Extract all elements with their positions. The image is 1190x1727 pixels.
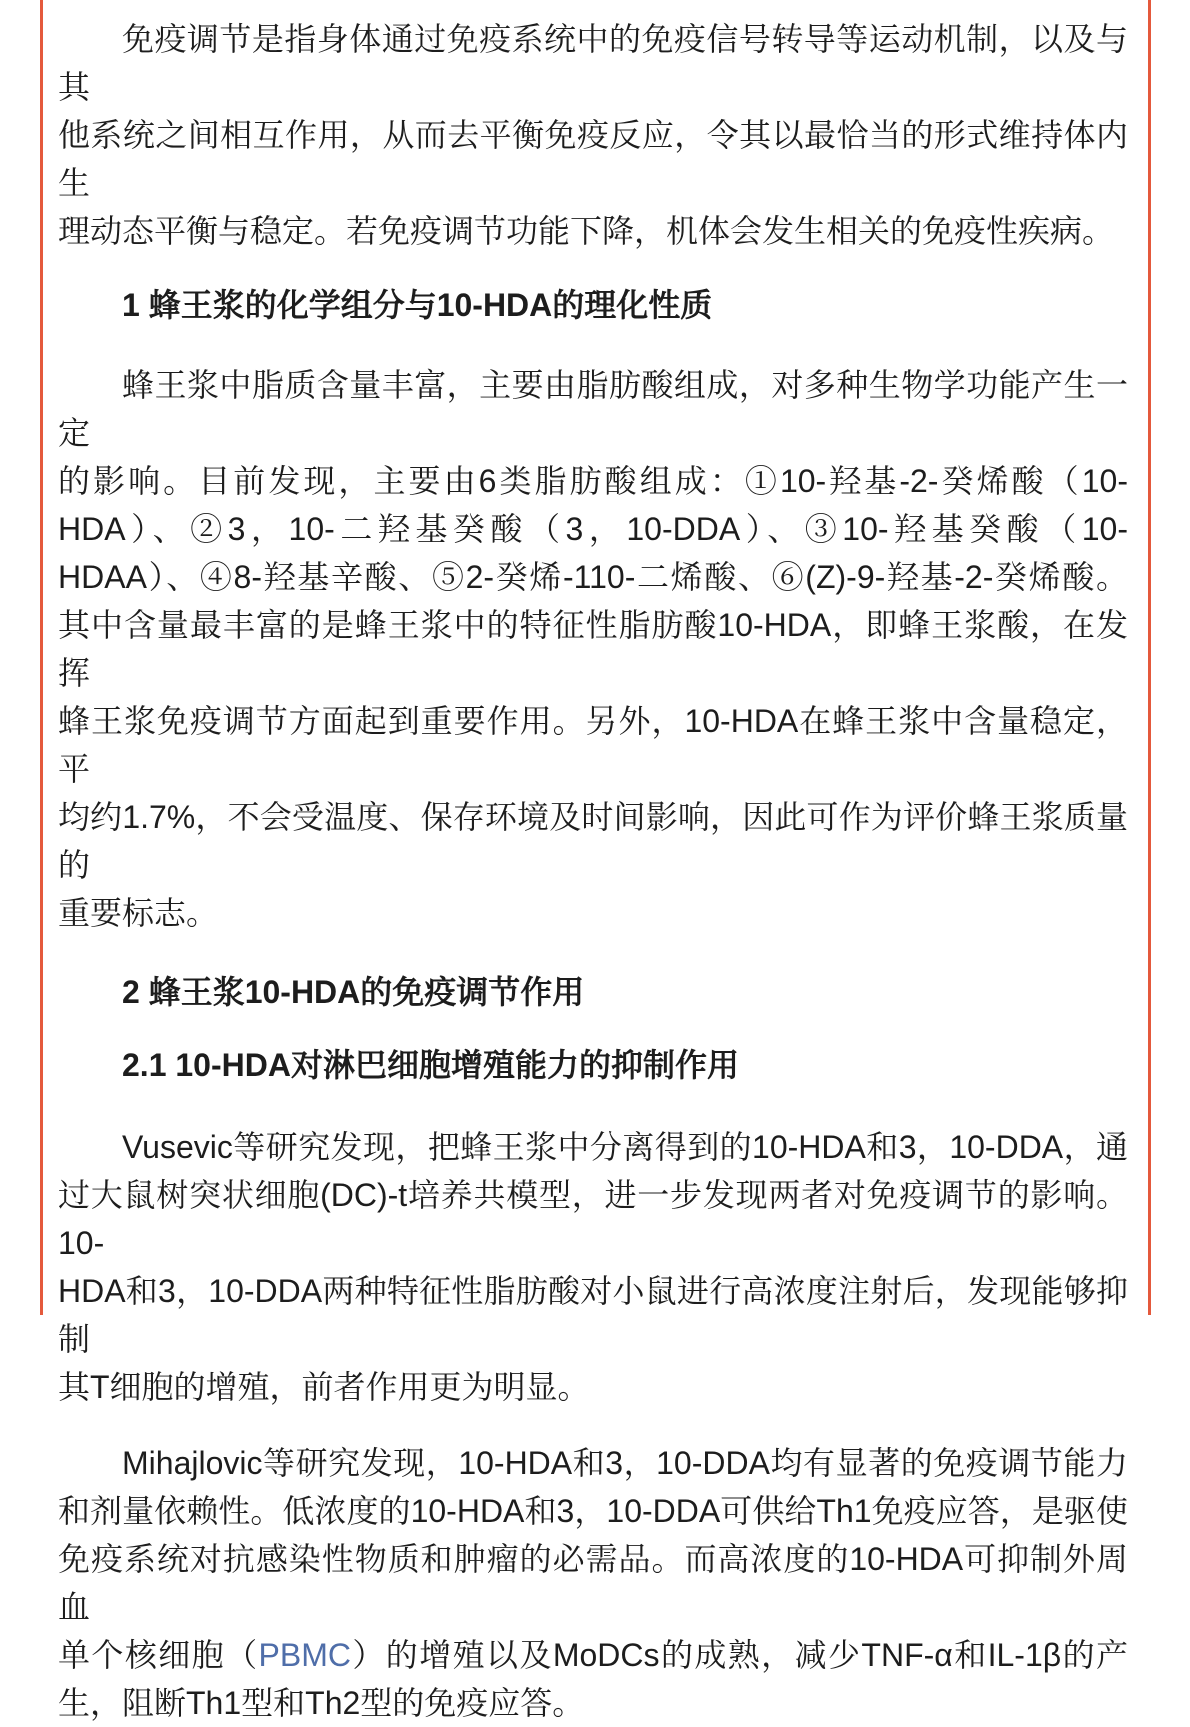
text-line: 蜂王浆免疫调节方面起到重要作用。另外，10-HDA在蜂王浆中含量稳定，平 — [58, 703, 1128, 787]
paragraph-chemical-composition — [58, 361, 1128, 937]
text-line: 生，阻断Th1型和Th2型的免疫应答。 — [58, 1685, 585, 1721]
section-heading-2-1: 2.1 10-HDA对淋巴细胞增殖能力的抑制作用 — [122, 1047, 739, 1083]
text-line: Mihajlovic等研究发现，10-HDA和3，10-DDA均有显著的免疫调节能力 — [122, 1445, 1128, 1481]
text-line: 其中含量最丰富的是蜂王浆中的特征性脂肪酸10-HDA，即蜂王浆酸，在发挥 — [58, 607, 1128, 691]
text-line: 的影响。目前发现，主要由6类脂肪酸组成：①10-羟基-2-癸烯酸（10- — [58, 463, 1128, 499]
text-line: 过大鼠树突状细胞(DC)-t培养共模型，进一步发现两者对免疫调节的影响。10- — [58, 1177, 1128, 1261]
section-heading-1: 1 蜂王浆的化学组分与10-HDA的理化性质 — [122, 287, 713, 323]
text-line: 他系统之间相互作用，从而去平衡免疫反应，令其以最恰当的形式维持体内生 — [58, 117, 1128, 201]
paragraph-mihajlovic-study — [58, 1439, 1128, 1727]
text-line: HDA和3，10-DDA两种特征性脂肪酸对小鼠进行高浓度注射后，发现能够抑制 — [58, 1273, 1128, 1357]
text-line: 重要标志。 — [58, 895, 219, 931]
text-line: 免疫调节是指身体通过免疫系统中的免疫信号转导等运动机制，以及与其 — [58, 21, 1128, 105]
text-line — [58, 1631, 1128, 1679]
paragraph-immune-regulation-intro — [58, 15, 1128, 255]
text-line: 理动态平衡与稳定。若免疫调节功能下降，机体会发生相关的免疫性疾病。 — [58, 213, 1115, 249]
text-segment: ）的增殖以及MoDCs的成熟，减少TNF-α和IL-1β的产 — [350, 1637, 1128, 1673]
text-line: 蜂王浆中脂质含量丰富，主要由脂肪酸组成，对多种生物学功能产生一定 — [58, 367, 1128, 451]
section-heading-2: 2 蜂王浆10-HDA的免疫调节作用 — [122, 974, 585, 1010]
article-body — [58, 0, 1128, 1727]
text-line: 免疫系统对抗感染性物质和肿瘤的必需品。而高浓度的10-HDA可抑制外周血 — [58, 1541, 1128, 1625]
right-accent-rule — [1148, 0, 1151, 1315]
text-line: HDA）、②3，10-二羟基癸酸（3，10-DDA）、③10-羟基癸酸（10- — [58, 511, 1128, 547]
text-line: 其T细胞的增殖，前者作用更为明显。 — [58, 1369, 590, 1405]
paragraph-vusevic-study — [58, 1123, 1128, 1411]
text-line: 和剂量依赖性。低浓度的10-HDA和3，10-DDA可供给Th1免疫应答，是驱使 — [58, 1493, 1128, 1529]
text-line: 均约1.7%，不会受温度、保存环境及时间影响，因此可作为评价蜂王浆质量的 — [58, 799, 1128, 883]
text-segment: 单个核细胞（ — [58, 1637, 259, 1673]
text-line: HDAA）、④8-羟基辛酸、⑤2-癸烯-110-二烯酸、⑥(Z)-9-羟基-2-癸烯酸。 — [58, 559, 1128, 595]
text-line: Vusevic等研究发现，把蜂王浆中分离得到的10-HDA和3，10-DDA，通 — [122, 1129, 1128, 1165]
pbmc-link[interactable]: PBMC — [258, 1637, 351, 1673]
left-accent-rule — [40, 0, 43, 1315]
